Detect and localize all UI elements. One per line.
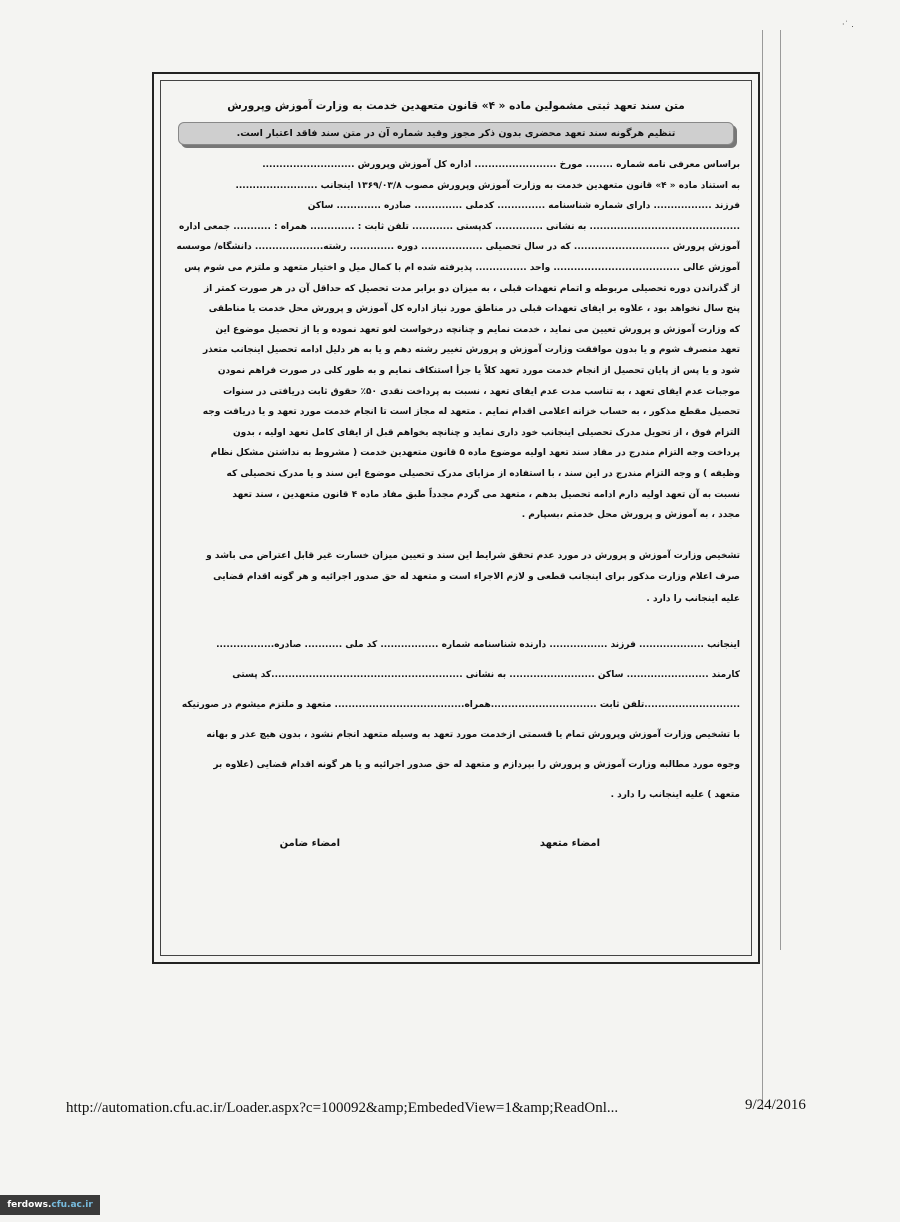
ministry-determination-paragraph: [172, 546, 740, 611]
form-text-line: اینجانب ................... فرزند ................. دارنده شناسنامه شماره ................. کد ملی ........... صادره.................: [216, 640, 740, 651]
body-text-line: که وزارت آموزش و پرورش تعیین می نماید ، خدمت نمایم و چنانچه درخواست لغو تعهد نموده و یا از تحصیل موضوع این: [215, 324, 740, 335]
signature-area: [172, 832, 740, 872]
form-text-line: ............................تلفن ثابت ...............................همراه...................................... متعهد و ملتزم میشوم در صورتیکه: [181, 700, 740, 711]
scan-specks: ·˙ .: [842, 20, 854, 29]
site-watermark-logo: [0, 1195, 100, 1215]
body-text-line: به استناد ماده « ۴» قانون متعهدین خدمت به وزارت آموزش وپرورش مصوب ۱۳۶۹/۰۳/۸ اینجانب ........................: [235, 180, 740, 191]
body-text-line: صرف اعلام وزارت مذکور برای اینجانب قطعی و لازم الاجراء است و متعهد له حق صدور اجرائیه و هر گونه اقدام قضایی: [213, 572, 740, 583]
body-text-line: از گذراندن دوره تحصیلی مربوطه و اتمام تعهدات قبلی ، به میزان دو برابر مدت تحصیل که حداقل آن در هر صورت کمتر از: [204, 283, 740, 294]
body-text-line: پرداخت وجه التزام مندرج در مفاد سند تعهد اولیه موضوع ماده ۵ قانون متعهدین خدمت ( مشروط به نداشتن مشکل نظام: [210, 448, 740, 459]
watermark-text-left: ferdows.: [7, 1200, 52, 1210]
body-text-line: براساس معرفی نامه شماره ........ مورخ ........................ اداره کل آموزش وپرورش ...........................: [262, 160, 740, 170]
body-text-line: وظیفه ) و وجه التزام مندرج در این سند ، با استفاده از مزایای مدرک تحصیلی موضوع این سند و یا مدرک تحصیلی که: [226, 468, 740, 479]
commitment-paragraph: [172, 155, 740, 526]
watermark-text-right: cfu.ac.ir: [51, 1200, 93, 1210]
body-text-line: تعهد منصرف شوم و یا بدون موافقت وزارت آموزش و پرورش تغییر رشته دهم و یا به هر دلیل ادامه تحصیل اینجانب متعذر: [202, 345, 740, 356]
body-text-line: التزام فوق ، از تحویل مدرک تحصیلی اینجانب خود داری نماید و چنانچه بخواهم قبل از ایفای کامل تعهد اولیه ، بدون: [233, 427, 740, 438]
body-text-line: تشخیص وزارت آموزش و پرورش در مورد عدم تحقق شرایط این سند و تعیین میزان خسارت غیر قابل اعتراض می باشد و: [206, 550, 740, 561]
form-text-line: کارمند ........................ ساکن ......................... به نشانی ........................................................کد پستی: [232, 670, 740, 681]
form-text-line: متعهد ) علیه اینجانب را دارد .: [610, 790, 740, 801]
print-footer-url: http://automation.cfu.ac.ir/Loader.aspx?c=100092&amp;EmbededView=1&amp;ReadOnl...: [66, 1100, 619, 1116]
scan-margin-line: [762, 30, 763, 1110]
body-text-line: موجبات عدم ایفای تعهد ، به تناسب مدت عدم ایفای تعهد ، نسبت به پرداخت نقدی ۵۰٪ حقوق ثابت دریافتی در سنوات: [223, 386, 740, 397]
form-text-line: با تشخیص وزارت آموزش وپرورش تمام یا قسمتی ازخدمت مورد تعهد به وسیله متعهد انجام نشود ، بدون هیچ عذر و بهانه: [206, 730, 740, 741]
body-text-line: آموزش پرورش ............................ که در سال تحصیلی .................. دوره ............. رشته.................... دانشگاه/ موسسه: [176, 242, 740, 253]
body-text-line: مجدد ، به آموزش و پرورش محل خدمتم ،بسپارم .: [521, 510, 740, 521]
signature-guarantor-label: امضاء ضامن: [279, 838, 340, 850]
body-text-line: شود و یا پس از پایان تحصیل از انجام خدمت مورد تعهد کلاً یا جزأ استنکاف نمایم و به طور کلی در صورت فراهم نمودن: [217, 365, 740, 376]
document-title: متن سند تعهد ثبتی مشمولین ماده « ۴» قانون متعهدین خدمت به وزارت آموزش وپرورش: [227, 100, 685, 112]
body-text-line: فرزند ................. دارای شماره شناسنامه .............. کدملی .............. صادره ............. ساکن: [307, 201, 740, 212]
body-text-line: آموزش عالی ..................................... واحد ............... پذیرفته شده ام با کمال میل و اختیار متعهد و ملتزم می شوم پس: [184, 262, 740, 273]
body-text-line: ............................................ به نشانی .............. کدپستی ............ تلفن ثابت : ............. همراه : ........... جمعی اداره: [179, 221, 740, 232]
body-text-line: نسبت به آن تعهد اولیه دارم ادامه تحصیل بدهم ، متعهد می گردم مجدداً طبق مفاد ماده ۴ قانون متعهدین ، سند تعهد: [232, 489, 740, 500]
print-footer-date: 9/24/2016: [745, 1097, 806, 1113]
body-text-line: پنج سال نخواهد بود ، علاوه بر ایفای تعهدات قبلی در مناطق مورد نیاز اداره کل آموزش و پرورش محل خدمت یا مناطقی: [208, 304, 740, 315]
body-text-line: تحصیل مقطع مذکور ، به حساب خزانه اعلامی اقدام نمایم . متعهد له مجاز است تا انجام خدمت مورد تعهد و یا دریافت وجه: [202, 407, 740, 418]
validity-notice-banner: تنظیم هرگونه سند تعهد محضری بدون ذکر مجوز وقید شماره آن در متن سند فاقد اعتبار است.: [178, 122, 734, 145]
form-text-line: وجوه مورد مطالبه وزارت آموزش و پرورش را بپردازم و متعهد له حق صدور اجرائیه و یا هر گونه اقدام قضایی (علاوه بر: [213, 760, 740, 771]
signature-committed-label: امضاء متعهد: [539, 838, 600, 850]
guarantor-paragraph: [172, 630, 740, 810]
scan-margin-line: [780, 30, 781, 950]
document-content: [172, 94, 740, 872]
body-text-line: علیه اینجانب را دارد .: [646, 593, 740, 604]
